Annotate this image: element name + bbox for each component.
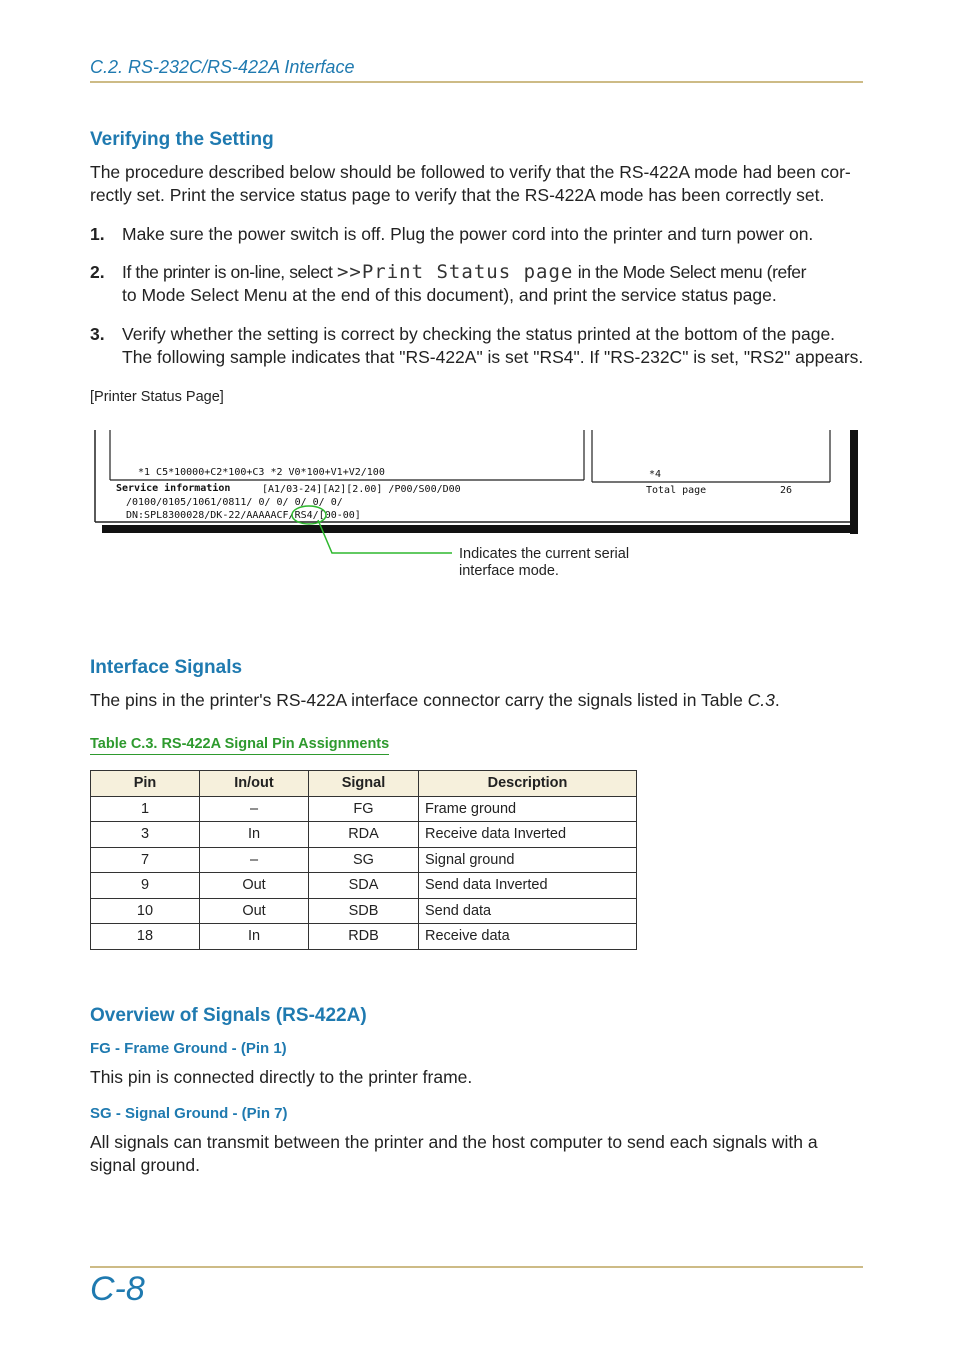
cell-inout: In — [200, 924, 309, 950]
cell-pin: 10 — [91, 898, 200, 924]
step-text-pre: If the printer is on-line, select — [122, 262, 337, 282]
cell-signal: SDA — [309, 873, 419, 899]
step-text: Make sure the power switch is off. Plug the power cord into the printer and turn power on. — [122, 224, 814, 244]
step-text-line-2: The following sample indicates that "RS-422A" is set "RS4". If "RS-232C" is set, "RS2" appears. — [122, 347, 864, 367]
column-header-description: Description — [419, 771, 637, 797]
cell-inout: – — [200, 796, 309, 822]
printout-line-3: /0100/0105/1061/0811/ 0/ 0/ 0/ 0/ 0/ — [126, 497, 343, 508]
step-text — [122, 261, 865, 284]
printout-total-value: 26 — [780, 485, 793, 496]
header-rule — [90, 81, 863, 83]
printout-total-label: Total page — [646, 485, 707, 496]
heading-verifying-setting: Verifying the Setting — [90, 129, 274, 150]
signals-intro-end: . — [774, 690, 780, 710]
heading-signal-ground: SG - Signal Ground - (Pin 7) — [90, 1105, 288, 1122]
mode-select-menu-item: >>Print Status page — [336, 261, 574, 283]
step-1 — [90, 223, 865, 246]
footer-rule — [90, 1266, 863, 1268]
printout-line-4-post: [00-00] — [318, 510, 361, 521]
verifying-intro-line-1: The procedure described below should be followed to verify that the RS-422A mode had been cor- — [90, 162, 851, 182]
table-caption: Table C.3. RS-422A Signal Pin Assignments — [90, 736, 389, 755]
signals-intro — [90, 689, 865, 712]
table-row — [91, 822, 637, 848]
step-number: 1. — [90, 224, 105, 244]
cell-signal: RDA — [309, 822, 419, 848]
printout-line-4-pre: DN:SPL8300028/DK-22/AAAAACF/ — [126, 510, 295, 521]
cell-pin: 9 — [91, 873, 200, 899]
page-number: C-8 — [90, 1270, 145, 1308]
cell-description: Send data — [419, 898, 637, 924]
heading-frame-ground: FG - Frame Ground - (Pin 1) — [90, 1040, 287, 1057]
table-row — [91, 873, 637, 899]
printout-right-mark: *4 — [649, 469, 662, 480]
step-text-post: in the Mode Select menu (refer — [573, 262, 807, 282]
table-reference-link[interactable]: C.3 — [747, 690, 775, 710]
printout-line-1: *1 C5*10000+C2*100+C3 *2 V0*100+V1+V2/100 — [138, 467, 385, 478]
step-text-line-2: to Mode Select Menu at the end of this document), and print the service status page. — [122, 285, 777, 305]
cell-description: Frame ground — [419, 796, 637, 822]
heading-overview-signals: Overview of Signals (RS-422A) — [90, 1005, 367, 1026]
printout-service-label: Service information — [116, 483, 231, 494]
cell-inout: – — [200, 847, 309, 873]
step-2 — [90, 261, 865, 307]
heading-interface-signals: Interface Signals — [90, 657, 243, 678]
signal-ground-line-1: All signals can transmit between the printer and the host computer to send each signals with a — [90, 1132, 818, 1152]
cell-inout: In — [200, 822, 309, 848]
step-number: 3. — [90, 324, 105, 344]
step-text: Verify whether the setting is correct by checking the status printed at the bottom of the page. — [122, 324, 836, 344]
cell-pin: 1 — [91, 796, 200, 822]
table-row — [91, 924, 637, 950]
cell-description: Signal ground — [419, 847, 637, 873]
callout-note-line-1: Indicates the current serial — [459, 546, 630, 562]
column-header-pin: Pin — [91, 771, 200, 797]
cell-description: Send data Inverted — [419, 873, 637, 899]
signal-pin-table — [90, 770, 637, 950]
callout-note-line-2: interface mode. — [459, 563, 559, 579]
section-header-title: C.2. RS-232C/RS-422A Interface — [90, 57, 355, 77]
signal-ground-line-2: signal ground. — [90, 1155, 200, 1175]
printout-line-2: [A1/03-24][A2][2.00] /P00/S00/D00 — [262, 484, 461, 495]
table-header-row — [91, 771, 637, 797]
verifying-intro — [90, 161, 865, 207]
cell-inout: Out — [200, 873, 309, 899]
figure-label: [Printer Status Page] — [90, 389, 224, 405]
cell-signal: SDB — [309, 898, 419, 924]
cell-pin: 3 — [91, 822, 200, 848]
callout-note — [459, 546, 629, 580]
signals-intro-text: The pins in the printer's RS-422A interface connector carry the signals listed in Table — [90, 690, 748, 710]
cell-description: Receive data Inverted — [419, 822, 637, 848]
callout-leader-line — [300, 500, 460, 560]
column-header-inout: In/out — [200, 771, 309, 797]
verifying-intro-line-2: rectly set. Print the service status page to verify that the RS-422A mode has been correctly set. — [90, 185, 825, 205]
step-number: 2. — [90, 262, 105, 282]
cell-signal: FG — [309, 796, 419, 822]
signal-ground-text — [90, 1131, 865, 1177]
cell-pin: 7 — [91, 847, 200, 873]
cell-description: Receive data — [419, 924, 637, 950]
step-3 — [90, 323, 865, 369]
cell-pin: 18 — [91, 924, 200, 950]
table-row — [91, 796, 637, 822]
table-row — [91, 847, 637, 873]
printer-status-page-image — [92, 430, 860, 536]
column-header-signal: Signal — [309, 771, 419, 797]
printout-serial-mode: RS4/ — [294, 510, 319, 521]
cell-signal: SG — [309, 847, 419, 873]
cell-signal: RDB — [309, 924, 419, 950]
frame-ground-text: This pin is connected directly to the printer frame. — [90, 1067, 473, 1087]
cell-inout: Out — [200, 898, 309, 924]
table-row — [91, 898, 637, 924]
